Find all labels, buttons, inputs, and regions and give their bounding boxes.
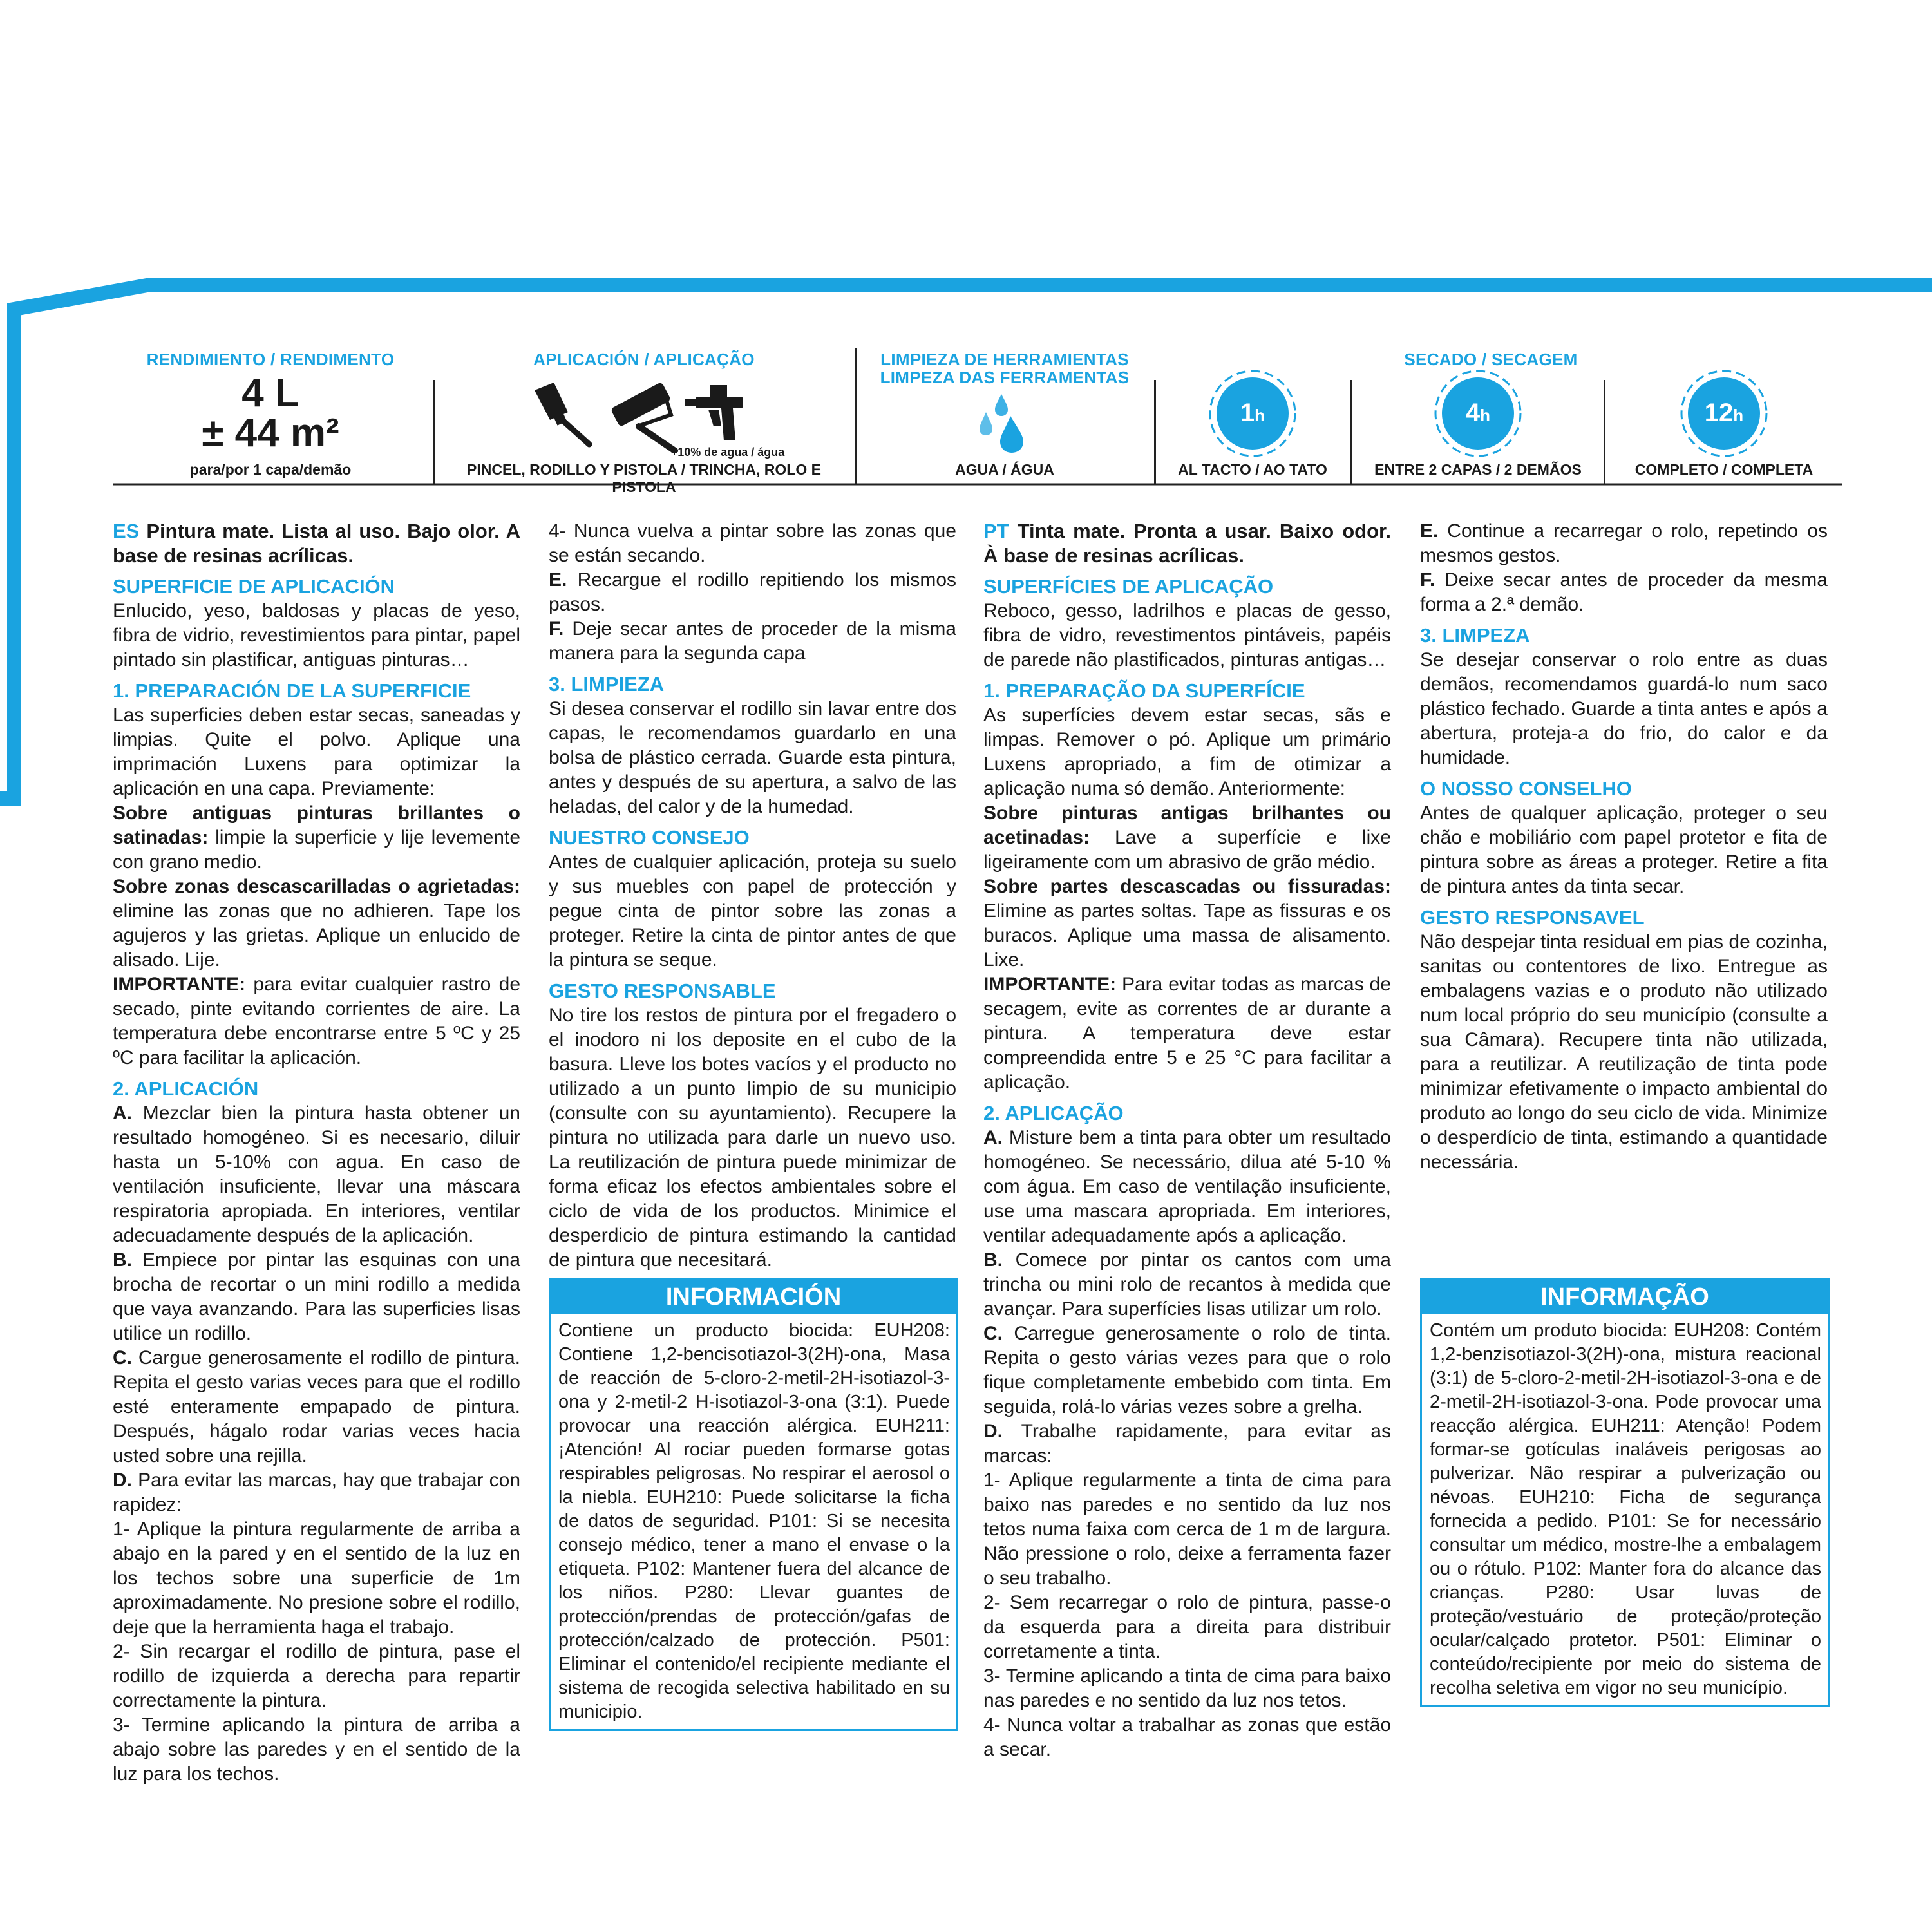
pt-app-d: D. Trabalhe rapidamente, para evitar as marcas: [983, 1421, 1391, 1466]
pt-app-a: A. Misture bem a tinta para obter um resultado homogéneo. Se necessário, dilua até 5-10 % com água. Em caso de ventilação insuficiente, use uma mascara apropriada. Em interiores, ventilar adequadamente após a aplicação. [983, 1127, 1391, 1246]
es-prep-text: Las superficies deben estar secas, saneadas y limpias. Quite el polvo. Aplique una imprimación Luxens para optimizar la aplicación en una capa. Previamente: [113, 705, 520, 799]
spray-gun-icon [685, 385, 743, 440]
pt-app-f: F. Deixe secar antes de proceder da mesma forma a 2.ª demão. [1420, 569, 1828, 615]
es-app-f: F. Deje secar antes de proceder de la misma manera para la segunda capa [549, 618, 956, 664]
pt-advice-text: Antes de qualquer aplicação, proteger o seu chão e mobiliário com papel protetor e fita de pintura sobre as áreas a proteger. Retire a fita de pintura antes da tinta secar. [1420, 802, 1828, 897]
water-drops-icon [976, 393, 1027, 454]
cleaning-title [860, 350, 1150, 386]
pt-app-d3: 3- Termine aplicando a tinta de cima para baixo nas paredes e no sentido da luz nos tetos. [983, 1665, 1391, 1711]
es-app-a: A. Mezclar bien la pintura hasta obtener un resultado homogéneo. Si es necesario, diluir hasta un 5-10% con agua. En caso de ventilación insuficiente, llevar una máscara respiratoria apropiada. En interiores, ventilar adecuadamente después de la aplicación. [113, 1103, 520, 1246]
pt-app-title: 2. APLICAÇÃO [983, 1102, 1124, 1124]
es-app-d3: 3- Termine aplicando la pintura de arriba a abajo sobre las paredes y en el sentido de la luz para los techos. [113, 1714, 520, 1785]
es-prep-a: Sobre antiguas pinturas brillantes o satinadas: limpie la superficie y lije levemente con grano medio. [113, 802, 520, 873]
es-clean-text: Si desea conservar el rodillo sin lavar entre dos capas, le recomendamos guardarlo en una bolsa de plástico cerrada. Guarde esta pintura, antes y después de su apertura, a salvo de las heladas, del calor y de la humedad. [549, 698, 956, 817]
es-app-d2: 2- Sin recargar el rodillo de pintura, pase el rodillo de izquierda a derecha para repartir correctamente la pintura. [113, 1641, 520, 1711]
pt-prep-b: Sobre partes descascadas ou fissuradas: Elimine as partes soltas. Tape as fissuras e os buracos. Aplique uma massa de alisamento. Lixe. [983, 876, 1391, 971]
drying-label-complete: COMPLETO / COMPLETA [1634, 461, 1814, 478]
yield-title: RENDIMIENTO / RENDIMENTO [146, 350, 395, 369]
pt-info-box [1420, 1278, 1830, 1707]
pt-app-b: B. Comece por pintar os cantos com uma trincha ou mini rolo de recantos à medida que avançar. Para superfícies lisas utilizar um rolo. [983, 1249, 1391, 1320]
es-surface-title: SUPERFICIE DE APLICACIÓN [113, 575, 395, 598]
application-note: +10% de agua / água [670, 446, 785, 459]
yield-label: para/por 1 capa/demão [189, 461, 352, 478]
pt-info-title: INFORMAÇÃO [1422, 1280, 1828, 1314]
es-advice-title: NUESTRO CONSEJO [549, 826, 750, 849]
drying-label-between-coats: ENTRE 2 CAPAS / 2 DEMÃOS [1374, 461, 1582, 478]
pt-advice-title: O NOSSO CONSELHO [1420, 777, 1632, 800]
brush-icon [535, 383, 589, 444]
es-app-e: E. Recargue el rodillo repitiendo los mismos pasos. [549, 569, 956, 615]
yield-volume: 4 L [242, 371, 299, 415]
es-prep-c: IMPORTANTE: para evitar cualquier rastro de secado, pinte evitando corrientes de aire. La temperatura debe encontrarse entre 5 ºC y 25 ºC para facilitar la aplicación. [113, 974, 520, 1068]
es-responsible-title: GESTO RESPONSABLE [549, 980, 776, 1002]
es-app-d4: 4- Nunca vuelva a pintar sobre las zonas que se están secando. [549, 520, 956, 566]
header-divider [855, 348, 857, 484]
es-app-d: D. Para evitar las marcas, hay que trabajar con rapidez: [113, 1470, 520, 1515]
clock-4h-icon [1433, 368, 1523, 459]
pt-app-d4: 4- Nunca voltar a trabalhar as zonas que estão a secar. [983, 1714, 1391, 1760]
es-prep-title: 1. PREPARACIÓN DE LA SUPERFICIE [113, 679, 471, 702]
es-advice-text: Antes de cualquier aplicación, proteja su suelo y sus muebles con papel de protección y pegue cinta de pintor sobre las zonas a proteger. Retire la cinta de pintor antes de que la pintura se seque. [549, 851, 956, 971]
drying-label-touch: AL TACTO / AO TATO [1178, 461, 1327, 478]
pt-app-c: C. Carregue generosamente o rolo de tinta. Repita o gesto várias vezes para que o rolo fique completamente embebido com tinta. Em seguida, rolá-lo várias vezes sobre a grelha. [983, 1323, 1391, 1417]
pt-app-e: E. Continue a recarregar o rolo, repetindo os mesmos gestos. [1420, 520, 1828, 566]
application-tools [528, 381, 766, 452]
pt-responsible-text: Não despejar tinta residual em pias de cozinha, sanitas ou contentores de lixo. Entregue as embalagens vazias e o produto não utilizado num local próprio do seu município (consulte a sua Câmara). Recupere tinta não utilizada, para a reutilizar. A reutilização de tinta pode minimizar efetivamente o impacto ambiental do produto ao longo do seu ciclo de vida. Minimize o desperdício de tinta, estimando a quantidade necessária. [1420, 931, 1828, 1173]
es-responsible-text: No tire los restos de pintura por el fregadero o el inodoro ni los deposite en el cubo de la basura. Lleve los botes vacíos y el producto no utilizado a un punto limpio de su municipio (consulte con su ayuntamiento). Recupere la pintura no utilizada para darle un nuevo uso. La reutilización de pintura puede minimizar de forma eficaz los efectos ambientales sobre el ciclo de vida de los productos. Minimice el desperdicio de pintura estimando la cantidad de pintura que necesitará. [549, 1005, 956, 1271]
es-clean-title: 3. LIMPIEZA [549, 673, 665, 696]
es-lead: ES Pintura mate. Lista al uso. Bajo olor. A base de resinas acrílicas. [113, 520, 520, 567]
svg-text:1h: 1h [1240, 399, 1265, 427]
drying-item-complete [1608, 368, 1840, 478]
pt-prep-text: As superfícies devem estar secas, sãs e limpas. Remover o pó. Aplique um primário Luxens apropriado, a fim de otimizar a aplicação numa só demão. Anteriormente: [983, 705, 1391, 799]
es-column-1 [113, 519, 520, 1786]
pt-prep-a: Sobre pinturas antigas brilhantes ou acetinadas: Lave a superfície e lixe ligeiramente com um abrasivo de grão médio. [983, 802, 1391, 873]
drying-item-touch [1159, 368, 1346, 478]
pt-app-d1: 1- Aplique regularmente a tinta de cima para baixo nas paredes e no sentido da luz nos tetos numa faixa com cerca de 1 m de largura. Não pressione o rolo, deixe a ferramenta fazer o seu trabalho. [983, 1470, 1391, 1589]
es-info-title: INFORMACIÓN [551, 1280, 956, 1314]
pt-info-text: Contém um produto biocida: EUH208: Contém 1,2-benzisotiazol-3(2H)-ona, mistura reacional (3:1) de 5-cloro-2-metil-2H-isotiazol-3-ona e de 2-metil-2H-isotiazol-3-ona. Pode provocar uma reacção alérgica. EUH211: Atenção! Podem formar-se gotículas inaláveis perigosas ao pulverizar. Não respirar a pulverização ou névoas. EUH210: Ficha de segurança fornecida a pedido. P101: Se for necessário consultar um médico, mostre-lhe a embalagem ou o rótulo. P102: Manter fora do alcance das crianças. P280: Usar luvas de proteção/vestuário de proteção/proteção ocular/calçado protetor. P501: Eliminar o conteúdo/recipiente por meio do sistema de recolha seletiva em vigor no seu município. [1430, 1320, 1821, 1698]
es-app-d1: 1- Aplique la pintura regularmente de arriba a abajo en la pared y en el sentido de la luz en los techos sobre una superficie de 1m aproximadamente. No presione sobre el rodillo, deje que la herramienta haga el trabajo. [113, 1519, 520, 1638]
es-info-text: Contiene un producto biocida: EUH208: Contiene 1,2-bencisotiazol-3(2H)-ona, Masa de reacción de 5-cloro-2-metil-2H-isotiazol-3-ona y 2-metil-2 H-isotiazol-3-ona (3:1). Puede provocar una reacción alérgica. EUH211: ¡Atención! Al rociar pueden formarse gotas respirables peligrosas. No respirar el aerosol o la niebla. EUH210: Puede solicitarse la ficha de datos de seguridad. P101: Si se necesita consejo médico, tener a mano el envase o la etiqueta. P102: Mantener fuera del alcance de los niños. P280: Llevar guantes de protección/prendas de protección/gafas de protección/calzado de protección. P501: Eliminar el contenido/el recipiente mediante el sistema de recogida selectiva habilitado en su municipio. [558, 1320, 950, 1722]
application-title: APLICACIÓN / APLICAÇÃO [533, 350, 755, 369]
yield-area: ± 44 m² [202, 411, 339, 455]
header-divider [1154, 380, 1156, 484]
es-app-title: 2. APLICACIÓN [113, 1077, 259, 1100]
pt-column-2 [1420, 519, 1828, 1175]
cleaning-label: AGUA / ÁGUA [955, 461, 1054, 478]
clock-1h-icon [1208, 368, 1298, 459]
pt-column-1 [983, 519, 1391, 1762]
header-divider [433, 380, 435, 484]
pt-clean-title: 3. LIMPEZA [1420, 624, 1530, 647]
drying-title: SECADO / SECAGEM [1404, 350, 1578, 369]
pt-app-d2: 2- Sem recarregar o rolo de pintura, passe-o da esquerda para a direita para distribuir corretamente a tinta. [983, 1592, 1391, 1662]
svg-text:4h: 4h [1465, 399, 1491, 427]
pt-clean-text: Se desejar conservar o rolo entre as duas demãos, recomendamos guardá-lo num saco plástico fechado. Guarde a tinta antes e após a abertura, proteja-a do frio, do calor e da humidade. [1420, 649, 1828, 768]
es-prep-b: Sobre zonas descascarilladas o agrietadas: elimine las zonas que no adhieren. Tape los agujeros y las grietas. Aplique un enlucido de alisado. Lije. [113, 876, 520, 971]
pt-surface-title: SUPERFÍCIES DE APLICAÇÃO [983, 575, 1274, 598]
application-label: PINCEL, RODILLO Y PISTOLA / TRINCHA, ROLO E PISTOLA [467, 461, 821, 495]
pt-prep-c: IMPORTANTE: Para evitar todas as marcas de secagem, evite as correntes de ar durante a pintura. A temperatura deve estar compreendida entre 5 e 25 °C para facilitar a aplicação. [983, 974, 1391, 1093]
es-info-box [549, 1278, 958, 1731]
es-app-b: B. Empiece por pintar las esquinas con una brocha de recortar o un mini rodillo a medida que vaya avanzando. Para las superficies lisas utilice un rodillo. [113, 1249, 520, 1344]
cleaning-title-line1: LIMPIEZA DE HERRAMIENTAS [880, 350, 1129, 369]
drying-item-between-coats [1356, 368, 1600, 478]
cleaning-title-line2: LIMPEZA DAS FERRAMENTAS [880, 368, 1130, 387]
header-divider [1604, 380, 1605, 484]
es-column-2 [549, 519, 956, 1273]
header-divider [1350, 380, 1352, 484]
svg-text:12h: 12h [1704, 399, 1744, 427]
pt-prep-title: 1. PREPARAÇÃO DA SUPERFÍCIE [983, 679, 1305, 702]
pt-responsible-title: GESTO RESPONSAVEL [1420, 906, 1645, 929]
es-surface-text: Enlucido, yeso, baldosas y placas de yeso, fibra de vidrio, revestimientos para pintar, papel pintado sin plastificar, antiguas pinturas… [113, 600, 520, 670]
roller-icon [611, 382, 675, 451]
pt-lead: PT Tinta mate. Pronta a usar. Baixo odor. À base de resinas acrílicas. [983, 520, 1392, 567]
pt-surface-text: Reboco, gesso, ladrilhos e placas de gesso, fibra de vidro, revestimentos pintáveis, papéis de parede não plastificados, pinturas antigas… [983, 600, 1391, 670]
clock-12h-icon [1679, 368, 1769, 459]
es-app-c: C. Cargue generosamente el rodillo de pintura. Repita el gesto varias veces para que el rodillo esté enteramente empapado de pintura. Después, hágalo rodar varias veces hacia usted sobre una rejilla. [113, 1347, 520, 1466]
